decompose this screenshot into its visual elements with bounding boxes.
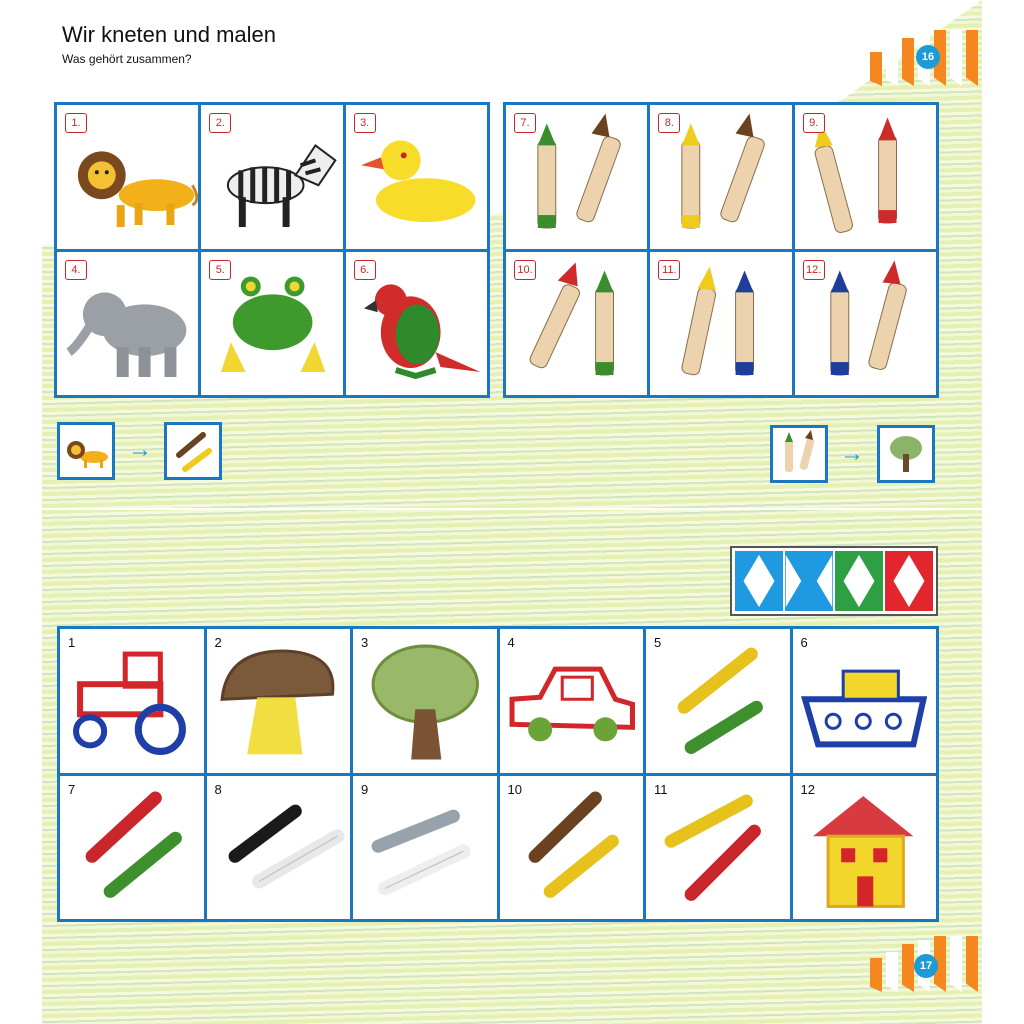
item-label: 12. [803,260,825,280]
item-label: 1 [68,635,76,650]
item-label: 3 [361,635,369,650]
drawing-cell-4[interactable] [500,629,644,773]
drawing-cell-10[interactable] [500,776,644,920]
item-label: 4. [65,260,87,280]
drawing-cell-1[interactable] [60,629,204,773]
drawing-cell-3[interactable] [353,629,497,773]
clay-cell-1[interactable] [57,105,198,249]
item-label: 12 [800,781,815,797]
item-label: 2. [209,113,231,133]
crayon-cell-8[interactable] [650,105,791,249]
item-label: 2 [214,635,222,650]
item-label: 9 [361,781,369,797]
item-label: 7 [68,781,76,797]
clay-yellow-green-icon [646,629,790,773]
example-crayons-thumb [164,422,222,480]
clay-cell-5[interactable] [201,252,342,396]
item-label: 7. [514,113,536,133]
page-title: Wir kneten und malen [62,22,276,47]
page-number-bottom: 17 [914,954,938,978]
item-label: 4 [507,635,515,650]
arrow-right-icon: → [840,440,864,467]
pattern-green [835,551,883,611]
item-label: 10 [507,781,522,797]
pattern-blue [735,551,783,611]
item-label: 9. [803,113,825,133]
item-label: 8. [658,113,680,133]
ship-drawing-icon [793,629,937,773]
clay-red-green-icon [60,776,204,920]
crayons-grid [503,102,939,398]
crayon-cell-7[interactable] [506,105,647,249]
color-pattern-legend [730,546,938,616]
drawing-cell-7[interactable] [60,776,204,920]
clay-black-white-icon [207,776,351,920]
tractor-drawing-icon [60,629,204,773]
tree-drawing-icon [353,629,497,773]
clay-cell-4[interactable] [57,252,198,396]
clay-cell-2[interactable] [201,105,342,249]
item-label: 8 [214,781,222,797]
mushroom-drawing-icon [207,629,351,773]
tree-drawing-icon [880,428,932,480]
lion-icon [60,425,112,477]
item-label: 1. [65,113,87,133]
item-label: 6. [354,260,376,280]
item-label: 11. [658,260,680,280]
crayon-cell-12[interactable] [795,252,936,396]
item-label: 5. [209,260,231,280]
house-drawing-icon [793,776,937,920]
item-label: 10. [514,260,536,280]
crayon-cell-9[interactable] [795,105,936,249]
drawing-cell-6[interactable] [793,629,937,773]
drawing-cell-12[interactable] [793,776,937,920]
crayon-cell-11[interactable] [650,252,791,396]
item-label: 5 [654,635,662,650]
drawing-cell-11[interactable] [646,776,790,920]
crayon-cell-10[interactable] [506,252,647,396]
drawing-cell-5[interactable] [646,629,790,773]
clay-cell-6[interactable] [346,252,487,396]
crayons-brown-yellow-icon [167,425,219,477]
example-crayons-thumb-right [770,425,828,483]
clay-yellow-red-icon [646,776,790,920]
clay-cell-3[interactable] [346,105,487,249]
pattern-red [885,551,933,611]
item-label: 6 [800,635,808,650]
page-subtitle: Was gehört zusammen? [62,52,192,66]
pattern-blue-2 [785,551,833,611]
drawing-cell-8[interactable] [207,776,351,920]
example-lion-thumb [57,422,115,480]
drawing-cell-9[interactable] [353,776,497,920]
crayons-green-brown-icon [773,428,825,480]
clay-brown-yellow-icon [500,776,644,920]
car-drawing-icon [500,629,644,773]
page-number-top: 16 [916,45,940,69]
clay-animals-grid [54,102,490,398]
example-tree-thumb [877,425,935,483]
drawing-cell-2[interactable] [207,629,351,773]
item-label: 11 [654,781,668,797]
drawings-grid [57,626,939,922]
item-label: 3. [354,113,376,133]
arrow-right-icon: → [128,436,152,463]
clay-grey-white-icon [353,776,497,920]
